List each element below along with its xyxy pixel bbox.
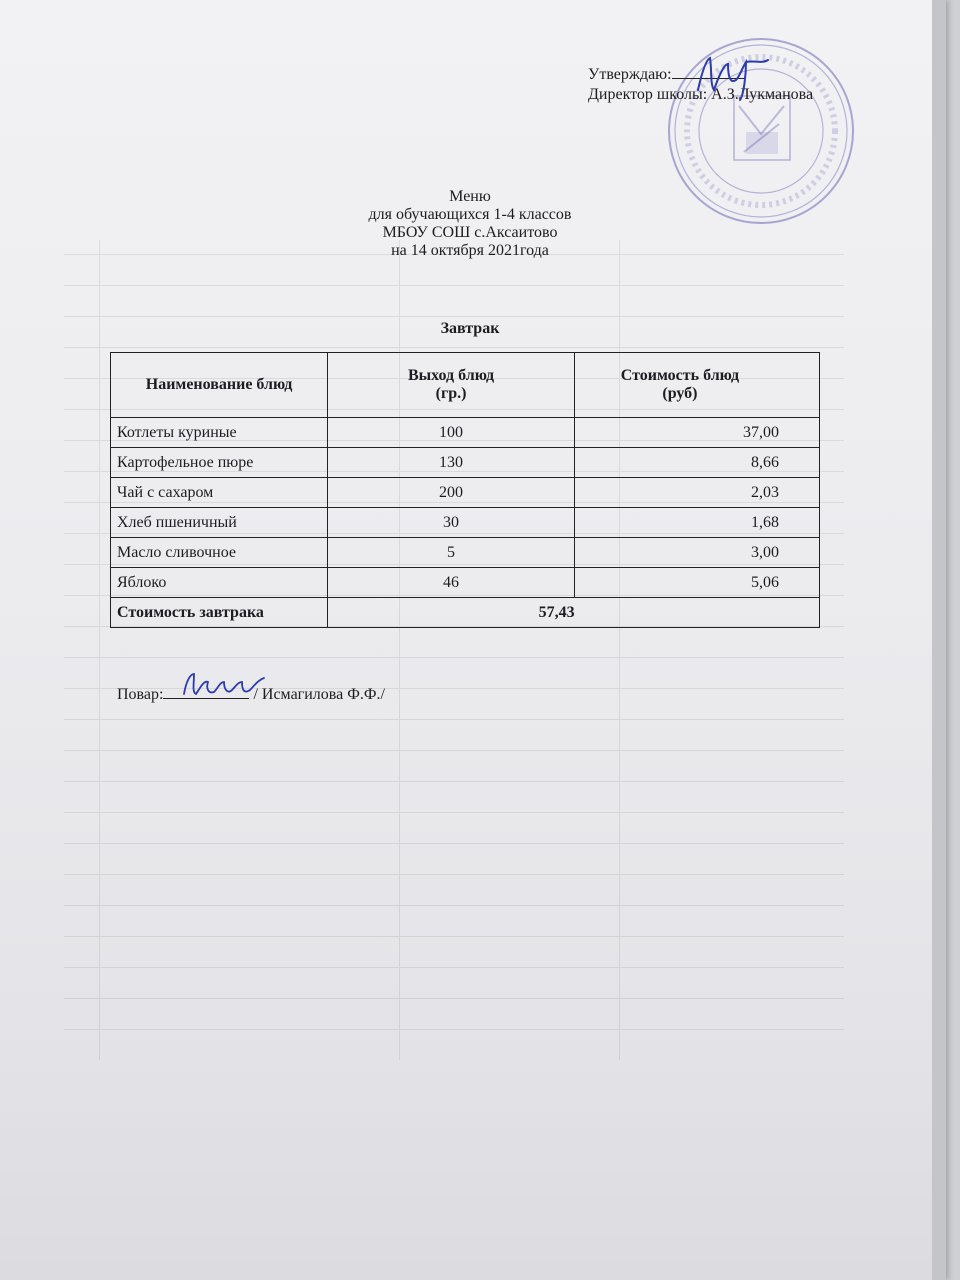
total-row xyxy=(111,598,820,628)
heading-title: Меню xyxy=(449,188,491,205)
total-label: Стоимость завтрака xyxy=(111,598,328,628)
dish-cost: 3,00 xyxy=(574,538,819,568)
cook-name: / Исмагилова Ф.Ф./ xyxy=(253,686,385,703)
cook-signature xyxy=(178,668,270,702)
header-name: Наименование блюд xyxy=(111,353,328,418)
dish-cost: 5,06 xyxy=(574,568,819,598)
dish-yield: 130 xyxy=(328,448,575,478)
table-header-row xyxy=(111,353,820,418)
header-cost xyxy=(574,353,819,418)
document-heading xyxy=(300,188,640,260)
heading-line-4: на 14 октября 2021года xyxy=(391,242,549,259)
header-yield-line1: Выход блюд xyxy=(407,367,495,384)
dish-name: Яблоко xyxy=(111,568,328,598)
approve-label: Утверждаю: xyxy=(588,66,672,83)
table-row xyxy=(111,448,820,478)
dish-yield: 100 xyxy=(328,418,575,448)
header-yield-line2: (гр.) xyxy=(435,385,467,402)
director-signature xyxy=(688,50,788,106)
table-row xyxy=(111,478,820,508)
header-yield xyxy=(328,353,575,418)
dish-yield: 30 xyxy=(328,508,575,538)
total-value: 57,43 xyxy=(328,598,820,628)
table-row xyxy=(111,508,820,538)
dish-name: Котлеты куриные xyxy=(111,418,328,448)
heading-line-3: МБОУ СОШ с.Аксаитово xyxy=(382,224,558,241)
dish-name: Масло сливочное xyxy=(111,538,328,568)
dish-yield: 5 xyxy=(328,538,575,568)
dish-cost: 37,00 xyxy=(574,418,819,448)
cook-label: Повар: xyxy=(117,686,164,703)
dish-yield: 200 xyxy=(328,478,575,508)
heading-line-2: для обучающихся 1-4 классов xyxy=(368,206,572,223)
dish-name: Чай с сахаром xyxy=(111,478,328,508)
dish-cost: 1,68 xyxy=(574,508,819,538)
header-cost-line1: Стоимость блюд xyxy=(620,367,740,384)
table-row xyxy=(111,418,820,448)
director-label: Директор школы: xyxy=(588,86,708,103)
table-row xyxy=(111,538,820,568)
dish-name: Картофельное пюре xyxy=(111,448,328,478)
dish-cost: 8,66 xyxy=(574,448,819,478)
paper-edge xyxy=(932,0,946,1280)
dish-cost: 2,03 xyxy=(574,478,819,508)
table-row xyxy=(111,568,820,598)
dish-yield: 46 xyxy=(328,568,575,598)
header-cost-line2: (руб) xyxy=(662,385,698,402)
meal-title: Завтрак xyxy=(440,320,500,337)
director-name: А.З.Лукманова xyxy=(711,86,814,103)
menu-table xyxy=(110,352,820,628)
dish-name: Хлеб пшеничный xyxy=(111,508,328,538)
